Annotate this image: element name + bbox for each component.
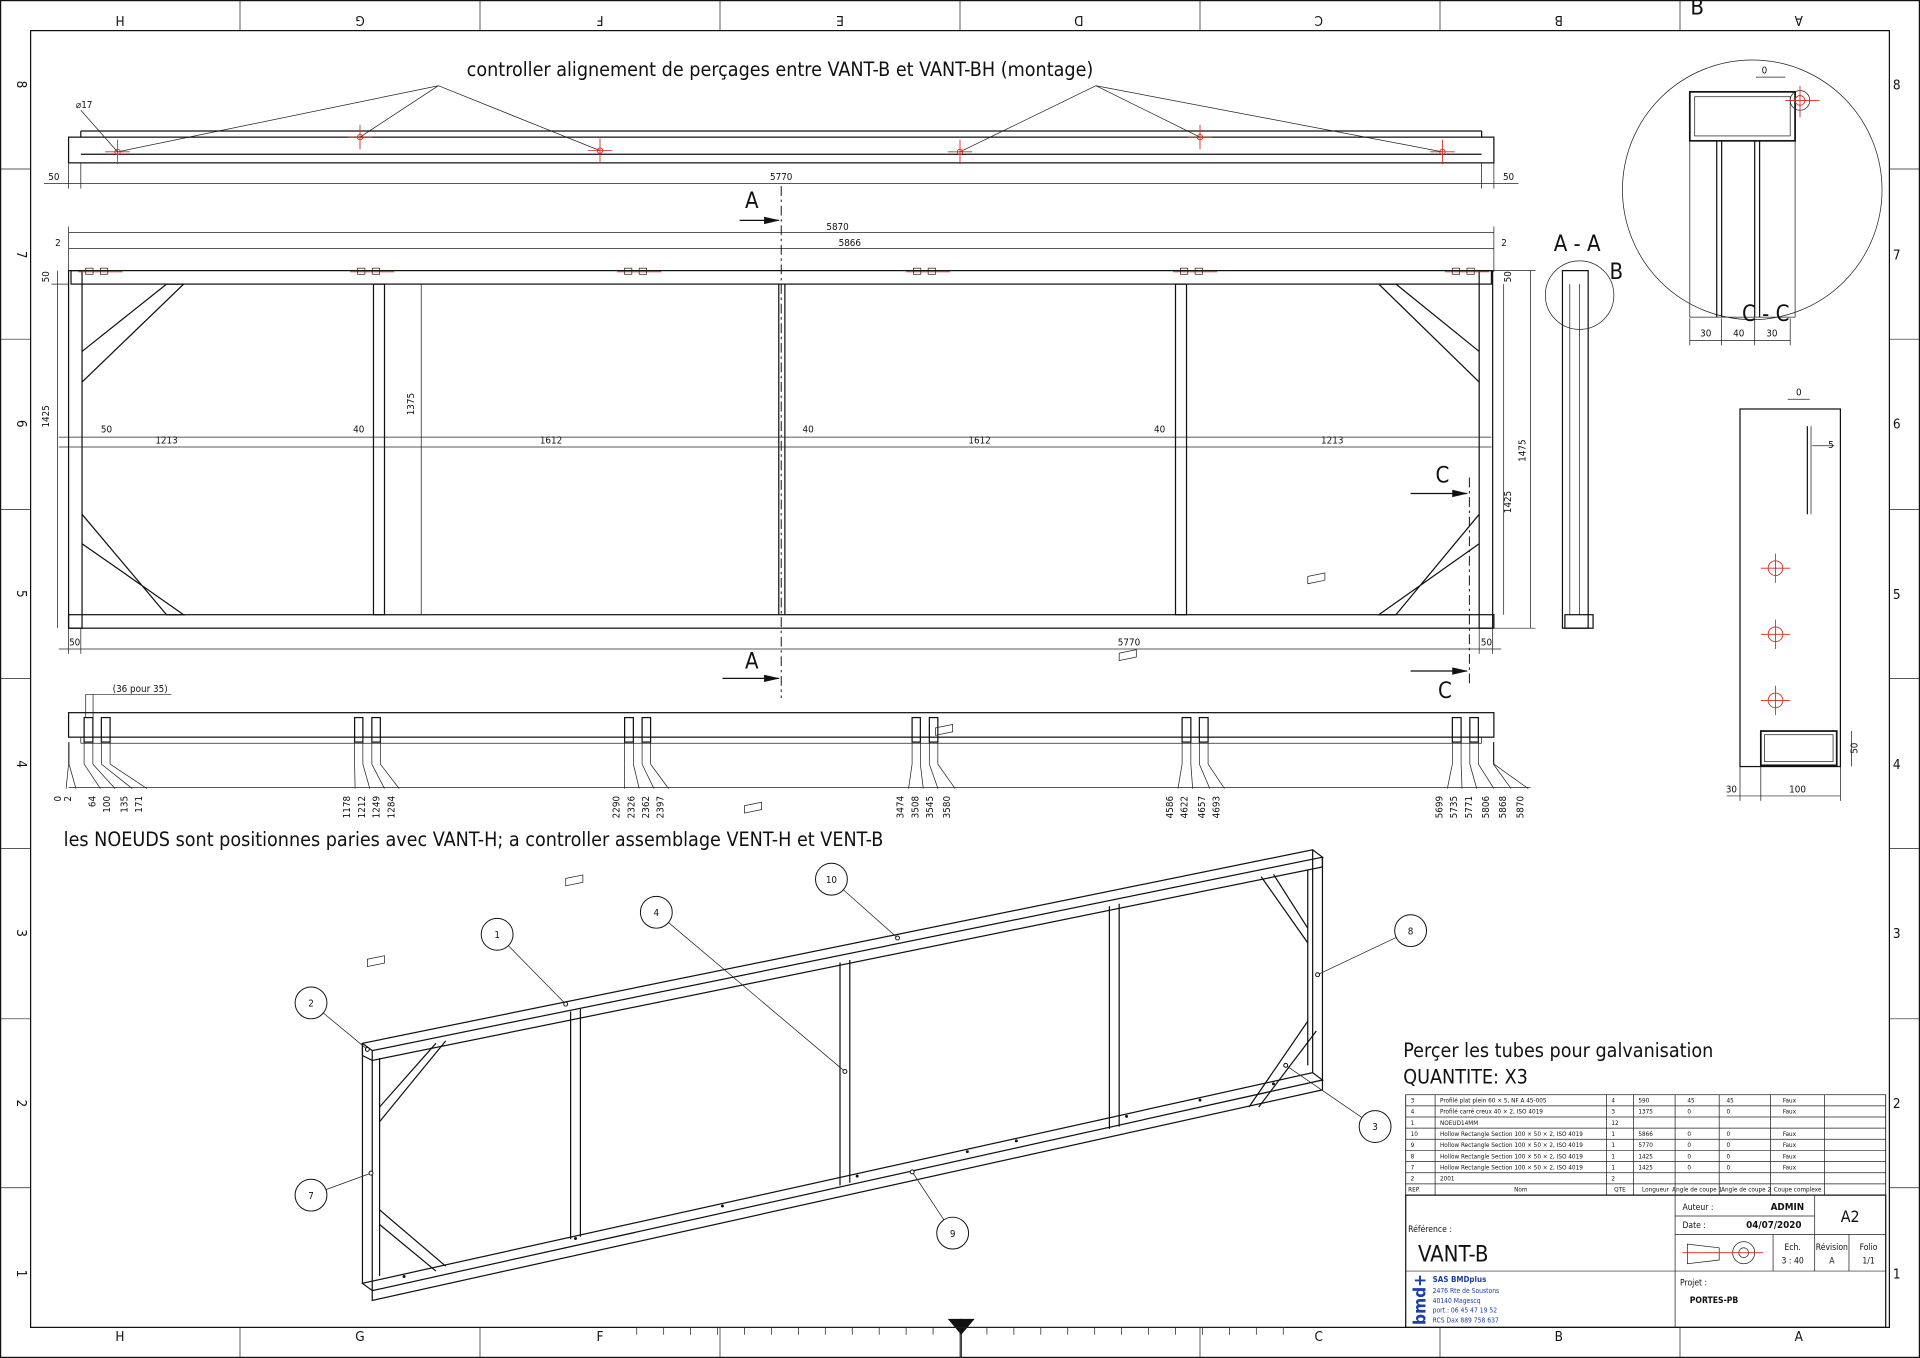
reference-value: VANT-B [1417, 1242, 1489, 1268]
grid-row-1-left: 1 [13, 1269, 29, 1278]
bom-cell: 45 [1726, 1097, 1734, 1105]
folio-label: Folio [1859, 1243, 1878, 1254]
top-dim-left: 50 [48, 172, 60, 184]
grid-row-1-right: 1 [1892, 1267, 1901, 1283]
grid-row-2-left: 2 [13, 1099, 29, 1108]
grid-col-F-bottom: F [596, 1329, 604, 1345]
bom-cell: 0 [1726, 1164, 1731, 1172]
company-phone: port.: 06 45 47 19 52 [1432, 1306, 1498, 1315]
bom-cell: Profilé carré creux 40 × 2, ISO 4019 [1440, 1108, 1543, 1116]
node-position-label: 3545 [925, 795, 937, 819]
balloon-number: 3 [1372, 1122, 1378, 1134]
bom-cell: Faux [1782, 1153, 1797, 1161]
grid-row-7-left: 7 [13, 250, 29, 259]
bom-cell: 5866 [1638, 1130, 1653, 1138]
balloon-number: 8 [1407, 926, 1414, 938]
balloon-number: 4 [653, 907, 660, 919]
grid-col-B-top: B [1554, 11, 1563, 27]
cc-dim-100: 100 [1789, 784, 1806, 796]
detail-b-dim-0: 0 [1761, 65, 1768, 77]
node-position-label: 2290 [611, 795, 623, 819]
node-position-label: 2326 [626, 795, 638, 819]
bay-40-left: 40 [353, 424, 365, 436]
node-position-label: 4693 [1211, 795, 1223, 819]
bom-cell: 8 [1410, 1153, 1415, 1161]
grid-row-4-right: 4 [1892, 758, 1901, 774]
cc-dim-30: 30 [1725, 784, 1738, 796]
detail-b-section: C - C [1741, 301, 1790, 327]
node-position-label: 3474 [895, 795, 907, 819]
bom-cell: Faux [1782, 1142, 1797, 1150]
grid-col-E-top: E [836, 11, 844, 27]
projet-value: PORTES-PB [1689, 1295, 1739, 1306]
date-label: Date : [1682, 1221, 1706, 1232]
grid-col-F-top: F [596, 11, 604, 27]
dim-2-right: 2 [1501, 238, 1507, 250]
bom-cell: 2 [1410, 1175, 1415, 1183]
balloon-dot [910, 1170, 914, 1174]
dim-50-right-v: 50 [1503, 271, 1515, 283]
balloon-number: 1 [494, 929, 500, 941]
grid-row-3-left: 3 [13, 929, 29, 937]
folio-value: 1/1 [1862, 1256, 1875, 1267]
cc-dim-50: 50 [1849, 742, 1861, 754]
node-position-label: 135 [119, 795, 131, 813]
node-position-label: 2397 [655, 795, 667, 819]
balloon-dot [1316, 973, 1320, 977]
balloon-number: 9 [949, 1228, 956, 1240]
bom-cell: 1 [1611, 1142, 1616, 1150]
bottom-50-right: 50 [1480, 637, 1493, 649]
bom-cell: 0 [1726, 1130, 1731, 1138]
bom-cell: 2001 [1440, 1175, 1455, 1183]
bom-cell: Faux [1782, 1097, 1797, 1105]
bay-1213-right: 1213 [1321, 435, 1344, 447]
bom-cell: 0 [1687, 1130, 1691, 1138]
dim-1425-left: 1425 [40, 405, 52, 428]
iso-hole [966, 1150, 969, 1153]
detail-b-dim-40: 40 [1733, 328, 1745, 340]
grid-col-D-top: D [1074, 11, 1084, 27]
bom-header-cell: Nom [1514, 1186, 1528, 1194]
bom-cell: 0 [1687, 1108, 1691, 1116]
grid-row-3-right: 3 [1892, 926, 1901, 942]
balloon-dot [369, 1171, 373, 1175]
cc-dim-5: 5 [1828, 440, 1834, 452]
section-c-bottom: C [1437, 678, 1452, 704]
iso-hole [1125, 1115, 1128, 1118]
auteur-label: Auteur : [1682, 1202, 1714, 1213]
grid-col-G-top: G [355, 11, 365, 27]
node-position-label: 2362 [640, 795, 652, 819]
bom-cell: 0 [1687, 1153, 1691, 1161]
projet-label: Projet : [1680, 1278, 1708, 1289]
bom-cell: 45 [1687, 1097, 1695, 1105]
bom-cell: 3 [1410, 1097, 1415, 1105]
bom-cell: 0 [1687, 1164, 1691, 1172]
section-aa-detail: B [1609, 260, 1624, 286]
iso-hole [721, 1204, 724, 1207]
bom-cell: Faux [1782, 1108, 1797, 1116]
node-position-label: 5870 [1515, 795, 1527, 819]
top-dim-right: 50 [1502, 172, 1515, 184]
balloon-dot [896, 936, 900, 940]
bay-1213-left: 1213 [155, 435, 178, 447]
bom-cell: 1 [1611, 1153, 1616, 1161]
grid-row-8-right: 8 [1892, 78, 1901, 94]
iso-hole [856, 1175, 859, 1178]
bom-cell: 1 [1410, 1119, 1415, 1127]
bom-cell: 12 [1611, 1119, 1619, 1127]
grid-row-6-right: 6 [1892, 417, 1901, 433]
balloon-number: 10 [825, 874, 838, 886]
bom-cell: 1 [1611, 1164, 1616, 1172]
bom-cell: NOEUD14MM [1440, 1119, 1479, 1127]
node-position-label: 0 [53, 795, 65, 802]
node-position-label: 5699 [1434, 795, 1446, 819]
iso-hole [1272, 1082, 1275, 1085]
node-position-label: 1249 [371, 795, 383, 819]
top-note: controller alignement de perçages entre VANT-B et VANT-BH (montage) [466, 57, 1094, 81]
balloon-number: 7 [308, 1190, 314, 1202]
node-position-label: 1178 [342, 795, 354, 819]
section-c-top: C [1435, 463, 1450, 489]
node-position-label: 3508 [910, 795, 922, 819]
company-address: 2476 Rte de Soustons [1432, 1287, 1500, 1296]
balloon-number: 2 [308, 998, 314, 1010]
node-position-label: 64 [87, 795, 99, 808]
iso-hole [1015, 1139, 1018, 1142]
grid-col-C-bottom: C [1314, 1329, 1324, 1345]
bom-header-cell: Coupe complexe [1773, 1186, 1822, 1194]
grid-row-2-right: 2 [1892, 1097, 1901, 1113]
revision-value: A [1829, 1256, 1835, 1267]
node-position-label: 5868 [1498, 795, 1510, 819]
dim-1425-right: 1425 [1503, 490, 1515, 514]
bom-cell: Hollow Rectangle Section 100 × 50 × 2, ISO 4019 [1440, 1153, 1583, 1161]
grid-col-C-top: C [1314, 11, 1324, 27]
dim-2-left: 2 [55, 238, 61, 250]
bay-40-right: 40 [1153, 424, 1166, 436]
bom-cell: 5770 [1638, 1142, 1653, 1150]
node-position-label: 4622 [1179, 795, 1191, 819]
bom-cell: 1 [1611, 1130, 1616, 1138]
node-position-label: 2 [63, 795, 75, 802]
node-position-label: 4586 [1165, 795, 1177, 819]
grid-col-A-top: A [1794, 11, 1803, 27]
auteur-value: ADMIN [1770, 1201, 1805, 1213]
bom-header-cell: QTE [1614, 1186, 1626, 1194]
galva-note: Perçer les tubes pour galvanisation [1403, 1038, 1714, 1062]
bom-cell: 0 [1726, 1108, 1731, 1116]
detail-b-dim-30-left: 30 [1700, 328, 1712, 340]
bom-cell: 4 [1611, 1097, 1616, 1105]
bom-cell: Hollow Rectangle Section 100 × 50 × 2, ISO 4019 [1440, 1142, 1583, 1150]
bom-header-cell: REP. [1408, 1186, 1421, 1194]
bay-1612-left: 1612 [539, 435, 563, 447]
grid-row-5-right: 5 [1892, 587, 1901, 603]
bom-cell: 7 [1410, 1164, 1415, 1172]
iso-hole [574, 1237, 577, 1240]
grid-col-A-bottom: A [1794, 1329, 1803, 1345]
company-logo: bmd+ [1410, 1273, 1431, 1325]
node-position-label: 1212 [356, 795, 368, 819]
grid-col-H-top: H [115, 11, 125, 27]
bottom-5770: 5770 [1117, 637, 1141, 649]
node-position-label: 5806 [1480, 795, 1492, 819]
dim-1375: 1375 [405, 392, 417, 416]
bom-cell: 3 [1611, 1108, 1616, 1116]
dim-5866: 5866 [838, 238, 861, 250]
node-position-label: 100 [102, 795, 114, 813]
bay-50: 50 [100, 424, 113, 436]
iso-hole [403, 1275, 406, 1278]
section-a-bottom: A [745, 649, 759, 675]
node-position-label: 4657 [1196, 795, 1208, 819]
bom-header-cell: Longueur [1642, 1186, 1669, 1194]
section-aa-title: A - A [1553, 232, 1601, 258]
balloon-dot [365, 1047, 369, 1051]
revision-label: Révision [1815, 1243, 1848, 1254]
bom-cell: 1425 [1638, 1164, 1653, 1172]
ech-value: 3 : 40 [1781, 1256, 1804, 1267]
bom-cell: Hollow Rectangle Section 100 × 50 × 2, ISO 4019 [1440, 1130, 1583, 1138]
node-position-label: 5735 [1449, 795, 1461, 819]
bom-cell: 2 [1611, 1175, 1616, 1183]
grid-col-H-bottom: H [115, 1329, 125, 1345]
dim-1475: 1475 [1517, 439, 1529, 462]
node-position-label: 5771 [1463, 795, 1475, 819]
bottom-50-left: 50 [69, 637, 81, 649]
grid-row-7-right: 7 [1892, 248, 1901, 264]
bom-cell: 1375 [1638, 1108, 1653, 1116]
ech-label: Ech. [1784, 1243, 1801, 1254]
date-value: 04/07/2020 [1746, 1220, 1802, 1232]
node-note: (36 pour 35) [112, 683, 168, 695]
bom-cell: Faux [1782, 1130, 1797, 1138]
balloon-dot [564, 1002, 568, 1006]
bom-cell: Profilé plat plein 60 × 5, NF A 45-005 [1440, 1097, 1547, 1105]
grid-row-5-left: 5 [13, 590, 29, 598]
bay-1612-right: 1612 [968, 435, 991, 447]
bom-header-cell: Angle de coupe 2 [1721, 1186, 1772, 1194]
balloon-dot [843, 1070, 847, 1074]
grid-row-6-left: 6 [13, 419, 29, 428]
bom-cell: 590 [1638, 1097, 1650, 1105]
quantity-note: QUANTITE: X3 [1403, 1065, 1528, 1089]
grid-col-G-bottom: G [355, 1329, 365, 1345]
bom-cell: 1425 [1638, 1153, 1653, 1161]
grid-col-B-bottom: B [1554, 1329, 1563, 1345]
section-a-top: A [745, 189, 759, 215]
grid-row-8-left: 8 [13, 80, 29, 89]
top-hole-dia: ⌀17 [75, 99, 93, 111]
grid-row-4-left: 4 [13, 760, 29, 768]
node-position-label: 1284 [386, 795, 398, 819]
iso-hole [1199, 1099, 1202, 1102]
company-city: 40140 Magescq [1432, 1296, 1481, 1305]
bom-cell: 9 [1410, 1142, 1415, 1150]
bom-cell: 0 [1726, 1153, 1731, 1161]
detail-b-dim-30-right: 30 [1766, 328, 1778, 340]
node-position-label: 171 [134, 795, 146, 813]
middle-note: les NOEUDS sont positionnes paries avec VANT-H; a controller assemblage VENT-H et VENT-B [63, 828, 884, 852]
bom-cell: 0 [1726, 1142, 1731, 1150]
bom-cell: 10 [1410, 1130, 1418, 1138]
cc-dim-0: 0 [1795, 387, 1802, 399]
top-dim-total: 5770 [770, 172, 793, 184]
company-name: SAS BMDplus [1432, 1275, 1487, 1285]
bom-cell: Faux [1782, 1164, 1797, 1172]
node-position-label: 3580 [942, 795, 954, 819]
balloon-dot [1284, 1063, 1288, 1067]
format-value: A2 [1840, 1207, 1860, 1227]
bom-cell: 4 [1410, 1108, 1415, 1116]
bom-cell: 0 [1687, 1142, 1691, 1150]
detail-b-title: B [1690, 0, 1704, 21]
bom-header-cell: Angle de coupe 1 [1672, 1186, 1723, 1194]
reference-label: Référence : [1408, 1224, 1452, 1235]
bay-40-mid: 40 [802, 424, 814, 436]
dim-50-left-v: 50 [40, 271, 52, 283]
dim-5870: 5870 [826, 222, 849, 234]
bom-cell: Hollow Rectangle Section 100 × 50 × 2, ISO 4019 [1440, 1164, 1583, 1172]
company-rcs: RCS Dax 889 758 637 [1432, 1316, 1499, 1325]
